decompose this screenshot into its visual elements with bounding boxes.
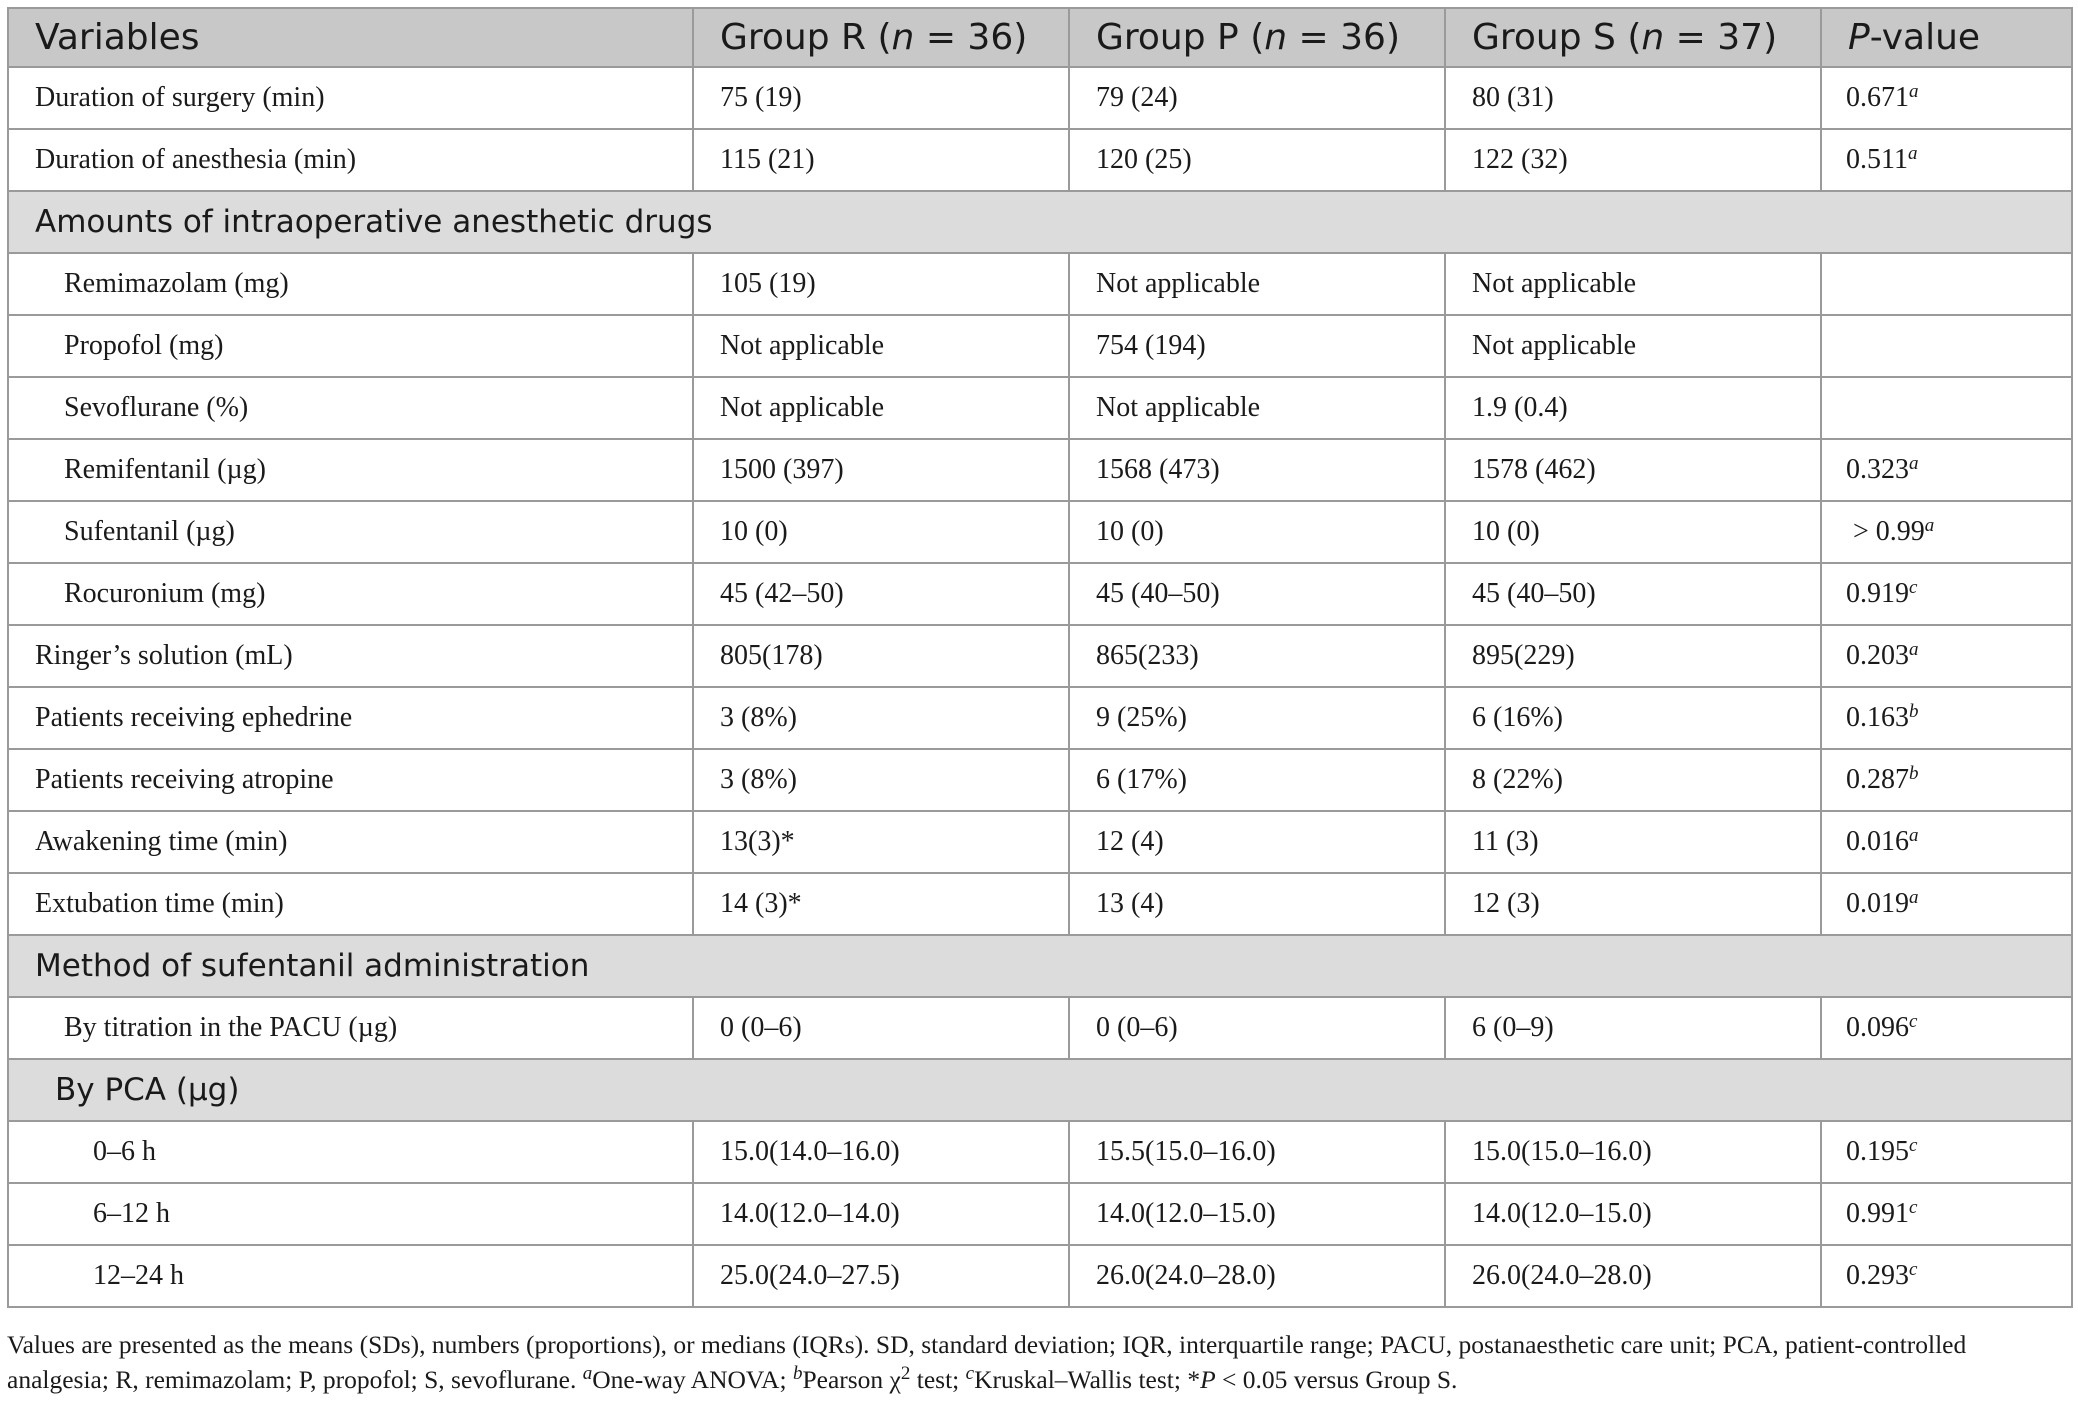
cell-p-value: 0.019$^a$ <box>1821 873 2072 935</box>
cell-group-p: 754 (194) <box>1069 315 1445 377</box>
section-row-pca <box>8 1059 2072 1121</box>
cell-group-p: 1568 (473) <box>1069 439 1445 501</box>
cell-group-r: 14 (3)* <box>693 873 1069 935</box>
row-label: Rocuronium (mg) <box>8 563 693 625</box>
row-label: By titration in the PACU (µg) <box>8 997 693 1059</box>
header-variables: Variables <box>8 8 693 67</box>
cell-group-s: 895(229) <box>1445 625 1821 687</box>
cell-p-value: 0.323$^a$ <box>1821 439 2072 501</box>
cell-group-s: 1578 (462) <box>1445 439 1821 501</box>
header-group-p: Group P (n = 36) <box>1069 8 1445 67</box>
results-table-container <box>7 7 2071 1308</box>
cell-group-s: 26.0(24.0–28.0) <box>1445 1245 1821 1307</box>
cell-group-p: 15.5(15.0–16.0) <box>1069 1121 1445 1183</box>
cell-group-r: 3 (8%) <box>693 749 1069 811</box>
cell-group-s: 80 (31) <box>1445 67 1821 129</box>
cell-p-value: 0.293$^c$ <box>1821 1245 2072 1307</box>
table-row <box>8 129 2072 191</box>
cell-group-r: 25.0(24.0–27.5) <box>693 1245 1069 1307</box>
cell-p-value: 0.016$^a$ <box>1821 811 2072 873</box>
cell-group-r: Not applicable <box>693 315 1069 377</box>
cell-group-s: 15.0(15.0–16.0) <box>1445 1121 1821 1183</box>
section-row-method <box>8 935 2072 997</box>
table-row <box>8 253 2072 315</box>
row-label: Duration of anesthesia (min) <box>8 129 693 191</box>
cell-group-s: 1.9 (0.4) <box>1445 377 1821 439</box>
row-label: Awakening time (min) <box>8 811 693 873</box>
section-title: By PCA (µg) <box>8 1059 2072 1121</box>
header-group-s: Group S (n = 37) <box>1445 8 1821 67</box>
section-row-drugs <box>8 191 2072 253</box>
cell-group-s: 8 (22%) <box>1445 749 1821 811</box>
table-row <box>8 811 2072 873</box>
row-label: 6–12 h <box>8 1183 693 1245</box>
cell-group-s: 10 (0) <box>1445 501 1821 563</box>
table-row <box>8 749 2072 811</box>
row-label: Propofol (mg) <box>8 315 693 377</box>
row-label: Duration of surgery (min) <box>8 67 693 129</box>
cell-group-p: 6 (17%) <box>1069 749 1445 811</box>
cell-group-p: 9 (25%) <box>1069 687 1445 749</box>
row-label: 12–24 h <box>8 1245 693 1307</box>
cell-p-value: 0.919$^c$ <box>1821 563 2072 625</box>
cell-p-value <box>1821 315 2072 377</box>
cell-group-r: 105 (19) <box>693 253 1069 315</box>
cell-group-r: 805(178) <box>693 625 1069 687</box>
row-label: 0–6 h <box>8 1121 693 1183</box>
table-row <box>8 1121 2072 1183</box>
table-row <box>8 1183 2072 1245</box>
cell-p-value: 0.287$^b$ <box>1821 749 2072 811</box>
cell-p-value <box>1821 377 2072 439</box>
table-row <box>8 997 2072 1059</box>
row-label: Sufentanil (µg) <box>8 501 693 563</box>
cell-group-p: 14.0(12.0–15.0) <box>1069 1183 1445 1245</box>
section-title: Method of sufentanil administration <box>8 935 2072 997</box>
cell-p-value: 0.991$^c$ <box>1821 1183 2072 1245</box>
row-label: Patients receiving ephedrine <box>8 687 693 749</box>
cell-group-s: 45 (40–50) <box>1445 563 1821 625</box>
cell-group-p: Not applicable <box>1069 377 1445 439</box>
table-row <box>8 439 2072 501</box>
cell-group-p: 79 (24) <box>1069 67 1445 129</box>
cell-p-value: 0.671$^a$ <box>1821 67 2072 129</box>
table-row <box>8 873 2072 935</box>
cell-group-r: Not applicable <box>693 377 1069 439</box>
cell-group-p: 13 (4) <box>1069 873 1445 935</box>
cell-group-p: 120 (25) <box>1069 129 1445 191</box>
cell-p-value <box>1821 253 2072 315</box>
section-title: Amounts of intraoperative anesthetic drugs <box>8 191 2072 253</box>
results-table <box>7 7 2073 1308</box>
cell-group-p: 12 (4) <box>1069 811 1445 873</box>
cell-p-value: 0.096$^c$ <box>1821 997 2072 1059</box>
cell-group-r: 1500 (397) <box>693 439 1069 501</box>
cell-group-r: 14.0(12.0–14.0) <box>693 1183 1069 1245</box>
cell-p-value: 0.163$^b$ <box>1821 687 2072 749</box>
cell-group-s: Not applicable <box>1445 315 1821 377</box>
cell-group-s: 6 (16%) <box>1445 687 1821 749</box>
cell-group-r: 45 (42–50) <box>693 563 1069 625</box>
row-label: Sevoflurane (%) <box>8 377 693 439</box>
cell-group-r: 10 (0) <box>693 501 1069 563</box>
table-row <box>8 625 2072 687</box>
table-footnote: Values are presented as the means (SDs), numbers (proportions), or medians (IQRs). SD, standard deviation; IQR, interquartile range; PACU, postanaesthetic care unit; PCA, patient-controlled analgesia; R, remimazolam; P, propofol; S, sevoflurane. $^a$One-way ANOVA; $^b$Pearson $\chi^2$ test; $^c$Kruskal–Wallis test; *P < 0.05 versus Group S. <box>7 1330 1967 1394</box>
table-row <box>8 67 2072 129</box>
table-row <box>8 377 2072 439</box>
cell-group-p: 45 (40–50) <box>1069 563 1445 625</box>
table-row <box>8 501 2072 563</box>
cell-group-r: 115 (21) <box>693 129 1069 191</box>
table-row <box>8 563 2072 625</box>
cell-p-value: 0.195$^c$ <box>1821 1121 2072 1183</box>
header-p-value: P-value <box>1821 8 2072 67</box>
cell-group-s: 11 (3) <box>1445 811 1821 873</box>
cell-group-s: 122 (32) <box>1445 129 1821 191</box>
cell-group-s: 12 (3) <box>1445 873 1821 935</box>
cell-group-p: 10 (0) <box>1069 501 1445 563</box>
cell-group-s: 6 (0–9) <box>1445 997 1821 1059</box>
table-row <box>8 687 2072 749</box>
cell-group-s: Not applicable <box>1445 253 1821 315</box>
cell-group-s: 14.0(12.0–15.0) <box>1445 1183 1821 1245</box>
table-row <box>8 315 2072 377</box>
row-label: Ringer’s solution (mL) <box>8 625 693 687</box>
cell-group-p: Not applicable <box>1069 253 1445 315</box>
header-group-r: Group R (n = 36) <box>693 8 1069 67</box>
table-header-row <box>8 8 2072 67</box>
cell-group-p: 865(233) <box>1069 625 1445 687</box>
cell-group-r: 15.0(14.0–16.0) <box>693 1121 1069 1183</box>
cell-group-r: 3 (8%) <box>693 687 1069 749</box>
cell-p-value: 0.511$^a$ <box>1821 129 2072 191</box>
cell-group-r: 0 (0–6) <box>693 997 1069 1059</box>
table-row <box>8 1245 2072 1307</box>
cell-group-r: 75 (19) <box>693 67 1069 129</box>
cell-p-value: 0.203$^a$ <box>1821 625 2072 687</box>
cell-group-p: 0 (0–6) <box>1069 997 1445 1059</box>
cell-group-r: 13(3)* <box>693 811 1069 873</box>
row-label: Patients receiving atropine <box>8 749 693 811</box>
row-label: Remifentanil (µg) <box>8 439 693 501</box>
row-label: Remimazolam (mg) <box>8 253 693 315</box>
cell-group-p: 26.0(24.0–28.0) <box>1069 1245 1445 1307</box>
row-label: Extubation time (min) <box>8 873 693 935</box>
cell-p-value: > 0.99$^a$ <box>1821 501 2072 563</box>
